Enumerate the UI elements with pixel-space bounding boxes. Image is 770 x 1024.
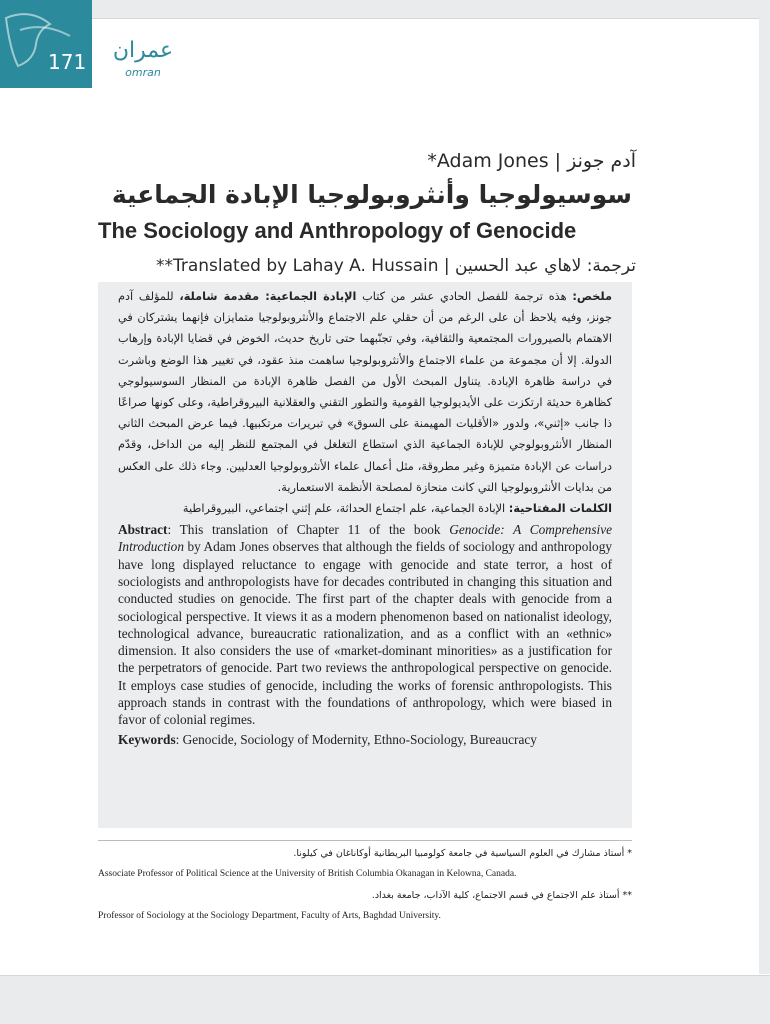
english-keywords — [118, 731, 612, 749]
right-margin-band — [759, 18, 770, 974]
english-abstract — [118, 521, 612, 729]
footnote-divider — [98, 840, 632, 841]
english-keywords-label: Keywords — [118, 731, 176, 747]
article-title-english: The Sociology and Anthropology of Genocide — [98, 218, 577, 243]
page-number: 171 — [48, 50, 87, 74]
english-abstract-label: Abstract — [118, 522, 168, 538]
footnote-2-arabic: ** أستاذ علم الاجتماع في قسم الاجتماع، كلية الآداب، جامعة بغداد. — [371, 890, 632, 901]
author-line: *Adam Jones | آدم جونز — [427, 150, 636, 172]
top-margin-band — [92, 0, 770, 19]
arabic-abstract-body: للمؤلف آدم جونز، وفيه يلاحظ أن على الرغم من أن حقلي علم الاجتماع والأنثروبولوجيا متمايزان فإنهما يشتركان في الاهتمام بالصيرورات المجتمعية والثقافية، وفي تجنّبهما حتى تاريخ حديث، الخوض في قضايا الإبادة وإرهاب الدولة. إلا أن مجموعة من علماء الاجتماع والأنثروبولوجيا ساهمت منذ عقود، في تغيير هذا الوضع وباشرت في دراسة ظاهرة الإبادة. يتناول المبحث الأول من الفصل ظاهرة الإبادة من المنظار السوسيولوجي كظاهرة حديثة ارتكزت على الأيديولوجيا القومية والتطور التقني والعقلانية البيروقراطية، وعلى كونها صراعًا ذا جانب «إثني»، ولدور «الأقليات المهيمنة على السوق» في تبريرات مرتكبيها. فيما عرض المبحث الثاني المنظار الأنثروبولوجي للإبادة الجماعية الذي استطاع التغلغل في المجتمع للنظر إليه من الداخل، وقدّم دراسات عن الإبادة متميزة وغير مطروقة، مثل أعمال علماء الأنثروبولوجيا العدليين. وجاء ذلك على العكس من بدايات الأنثروبولوجيا التي كانت منحازة لمصلحة الأنظمة الاستعمارية. — [118, 290, 612, 494]
arabic-keywords-list: الإبادة الجماعية، علم اجتماع الحداثة، علم إثني اجتماعي، البيروقراطية — [182, 502, 506, 516]
arabic-book-title: الإبادة الجماعية: مقدمة شاملة، — [179, 290, 357, 303]
translator-line: **Translated by Lahay A. Hussain | ترجمة: لاهاي عبد الحسين — [155, 256, 636, 276]
footnote-2-english: Professor of Sociology at the Sociology Department, Faculty of Arts, Baghdad University. — [98, 911, 441, 921]
footnote-1-arabic: * أستاذ مشارك في العلوم السياسية في جامعة كولومبيا البريطانية أوكاناغان في كيلونا. — [293, 848, 632, 859]
article-title-arabic: سوسيولوجيا وأنثروبولوجيا الإبادة الجماعية — [111, 180, 632, 209]
arabic-keywords-label: الكلمات المفتاحية: — [508, 502, 612, 516]
english-book-title: Genocide: A Comprehensive Introduction — [118, 522, 613, 555]
english-abstract-part1: : This translation of Chapter 11 of the book — [167, 522, 450, 538]
english-abstract-part2: by Adam Jones observes that although the fields of sociology and anthropology have long displayed reluctance to engage with genocide and state terror, a host of sociologists and anthropologists have for decades contributed in changing this situation and conducted studies on genocide. The first part of the chapter deals with genocide from a sociological perspective. It views it as a modern phenomenon based on nationalist ideology, technological advance, bureaucratic rationalization, and as a conflict with an «ethnic» dimension. It also considers the use of «market-dominant minorities» as a justification for the perpetrators of genocide. Part two reviews the anthropological perspective on genocide. It employs case studies of genocide, including the works of forensic anthropologists. This approach stands in contrast with the foundations of anthropology, which were biased in favor of colonial regimes. — [118, 539, 612, 728]
journal-emblem-icon — [0, 0, 92, 88]
bottom-margin-band — [0, 975, 770, 1024]
arabic-abstract-label: ملخص: — [572, 290, 613, 303]
page-number-badge — [0, 0, 92, 88]
journal-logo-latin: omran — [125, 66, 161, 79]
arabic-keywords — [118, 498, 612, 519]
abstract-box — [98, 282, 632, 828]
arabic-abstract — [118, 286, 612, 498]
arabic-abstract-intro: هذه ترجمة للفصل الحادي عشر من كتاب — [362, 290, 567, 303]
journal-logo-arabic: عمران — [112, 38, 174, 63]
english-keywords-list: : Genocide, Sociology of Modernity, Ethno-Sociology, Bureaucracy — [175, 731, 537, 747]
journal-logo — [112, 38, 174, 84]
footnote-1-english: Associate Professor of Political Science at the University of British Columbia Okanagan in Kelowna, Canada. — [98, 869, 517, 879]
